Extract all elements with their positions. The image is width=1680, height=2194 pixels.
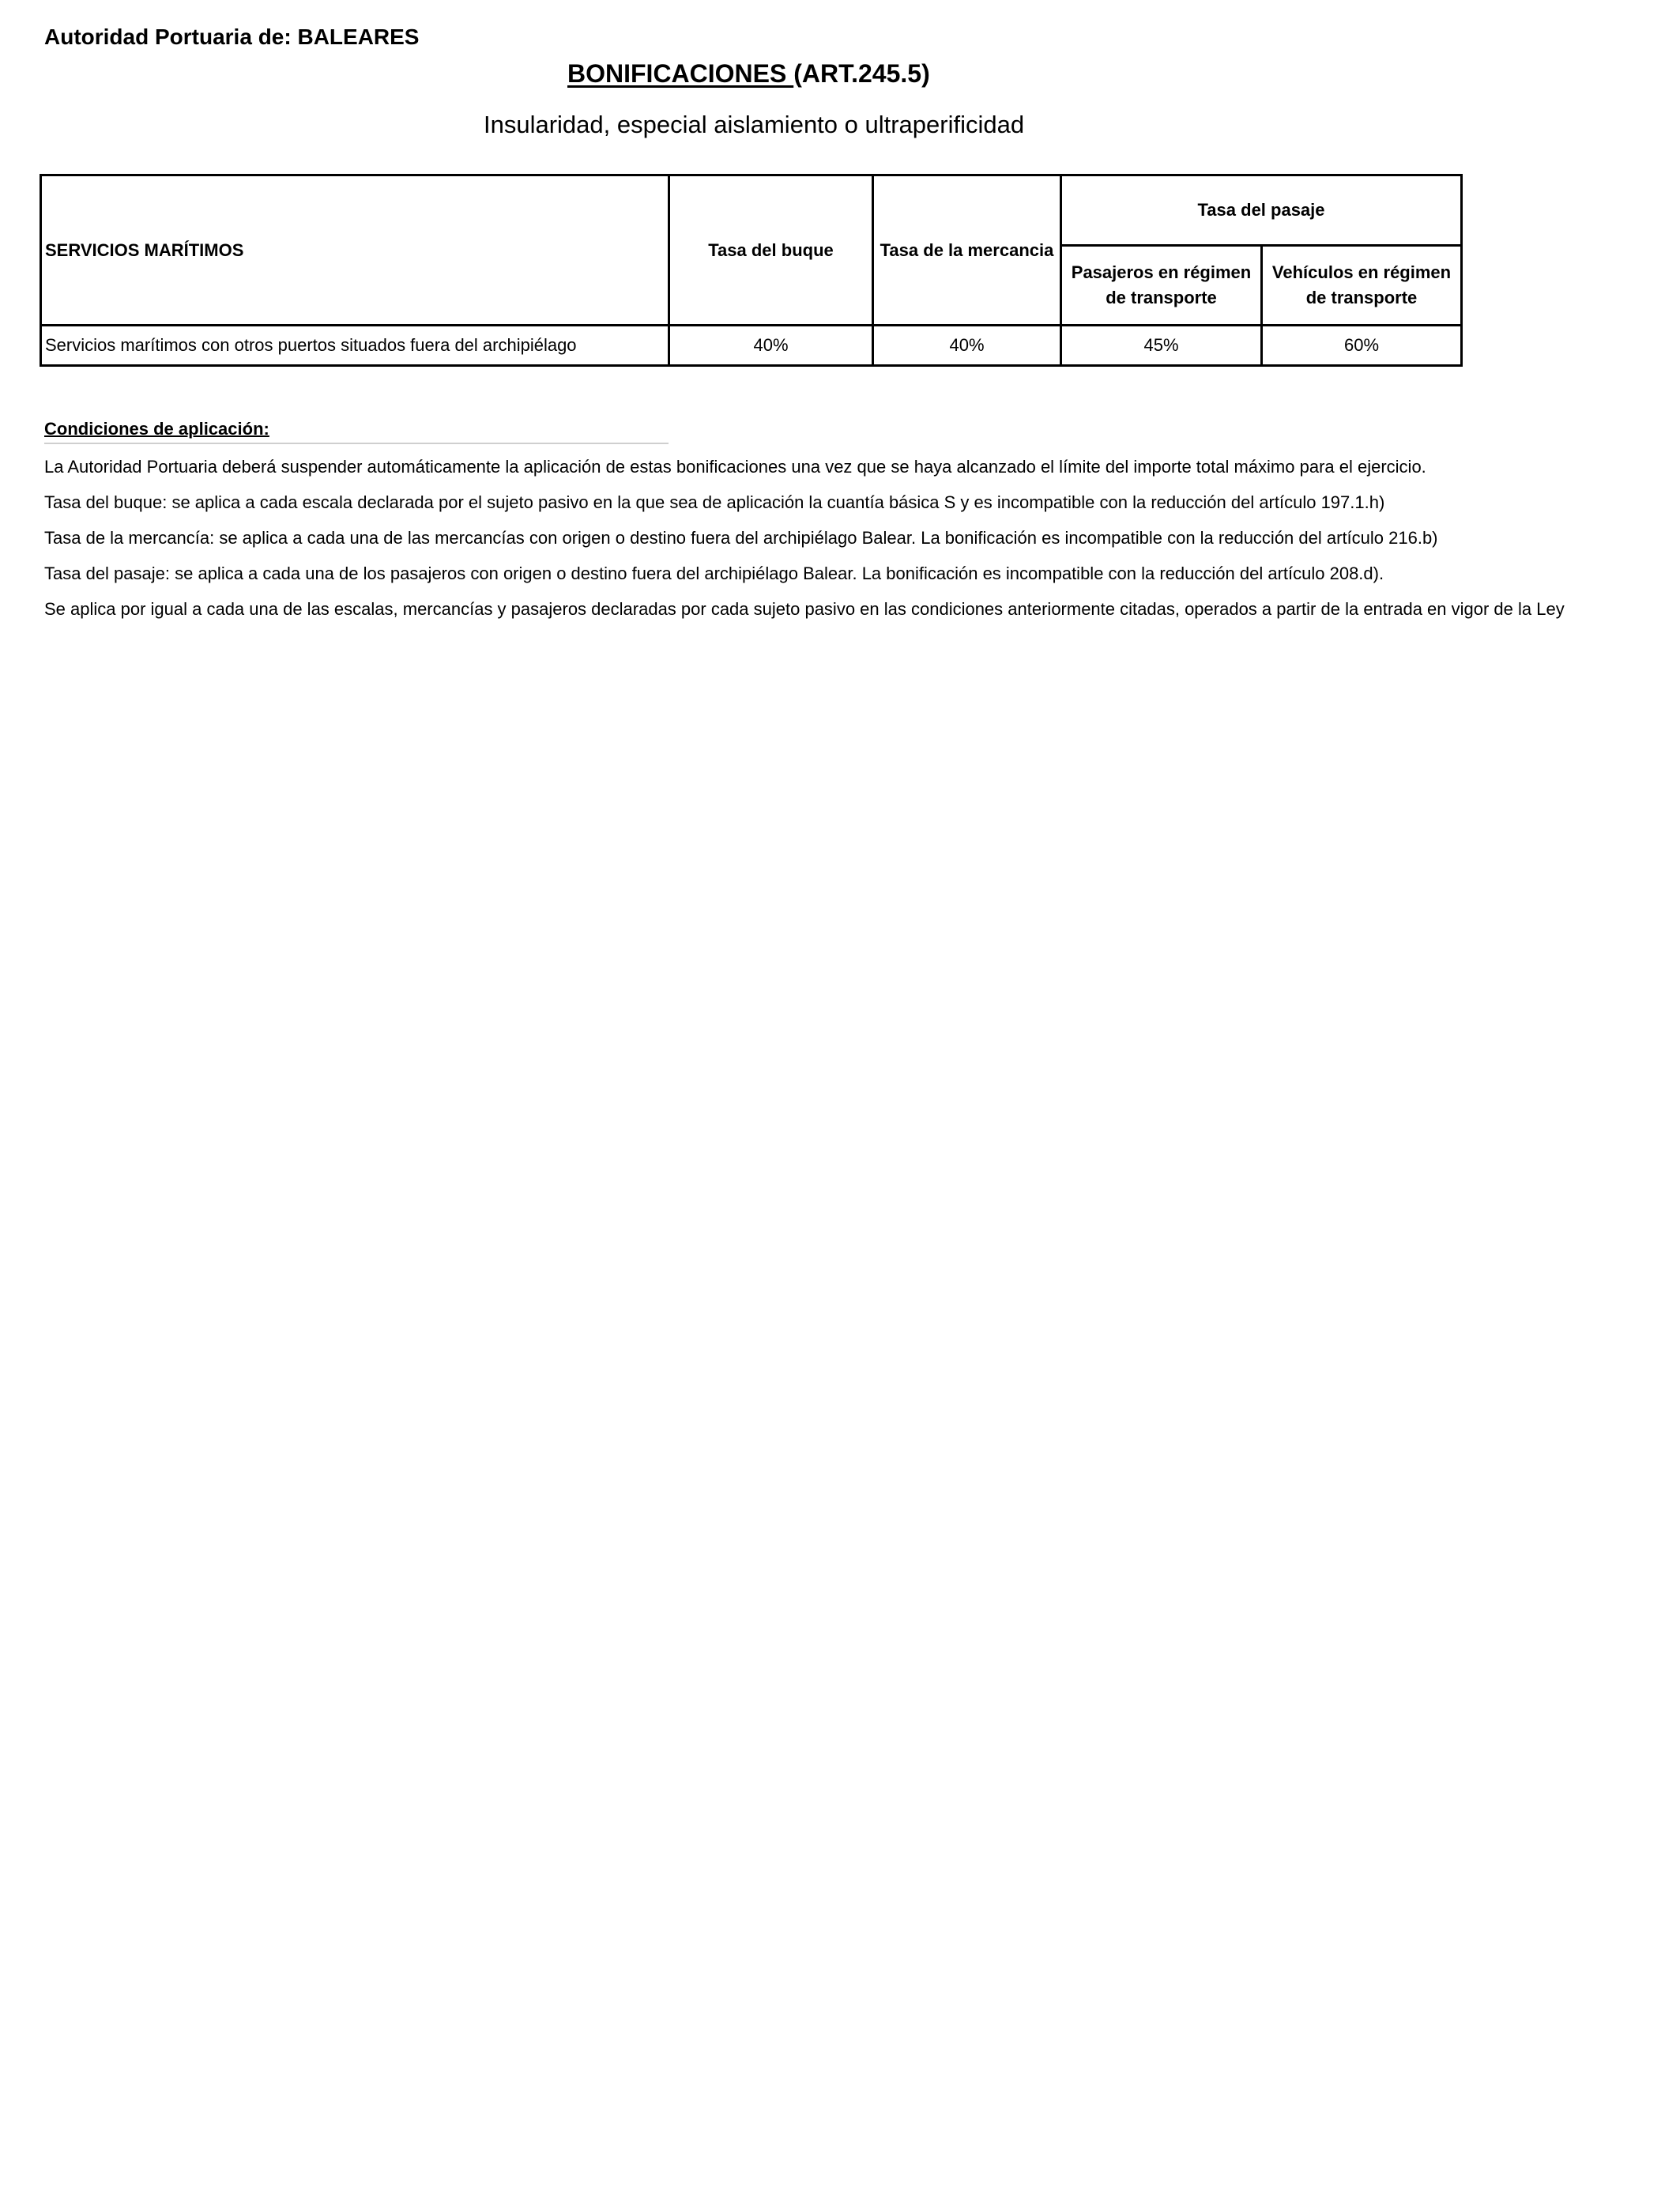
- condition-line: La Autoridad Portuaria deberá suspender automáticamente la aplicación de estas bonificaciones una vez que se haya alcanzado el límite del importe total máximo para el ejercicio.: [44, 457, 1426, 477]
- title-main: BONIFICACIONES: [567, 59, 794, 88]
- header-vehiculos: Vehículos en régimen de transporte: [1262, 246, 1462, 326]
- condition-line: Tasa del pasaje: se aplica a cada una de los pasajeros con origen o destino fuera del archipiélago Balear. La bonificación es incompatible con la reducción del artículo 208.d).: [44, 564, 1384, 583]
- cell-pasajeros: 45%: [1061, 326, 1262, 366]
- table-header-row: [41, 175, 1462, 246]
- condition-line: Tasa del buque: se aplica a cada escala declarada por el sujeto pasivo en la que sea de aplicación la cuantía básica S y es incompatible con la reducción del artículo 197.1.h): [44, 492, 1385, 512]
- cell-tasa-mercancia: 40%: [873, 326, 1061, 366]
- header-pasajeros: Pasajeros en régimen de transporte: [1061, 246, 1262, 326]
- page-subtitle: Insularidad, especial aislamiento o ultraperificidad: [484, 111, 1025, 138]
- cell-tasa-buque: 40%: [669, 326, 873, 366]
- cell-vehiculos: 60%: [1262, 326, 1462, 366]
- page-title: [567, 57, 930, 90]
- condition-line: Tasa de la mercancía: se aplica a cada una de las mercancías con origen o destino fuera del archipiélago Balear. La bonificación es incompatible con la reducción del artículo 216.b): [44, 528, 1438, 548]
- header-tasa-buque: Tasa del buque: [669, 175, 873, 326]
- bonus-table: [40, 174, 1463, 367]
- table-row: [41, 326, 1462, 366]
- title-article: (ART.245.5): [793, 59, 930, 88]
- condition-line: Se aplica por igual a cada una de las escalas, mercancías y pasajeros declaradas por cada sujeto pasivo en las condiciones anteriormente citadas, operados a partir de la entrada en vigor de la Ley: [44, 599, 1565, 619]
- header-tasa-mercancia: Tasa de la mercancia: [873, 175, 1061, 326]
- header-tasa-pasaje: Tasa del pasaje: [1061, 175, 1462, 246]
- port-authority-label: Autoridad Portuaria de: BALEARES: [44, 25, 420, 49]
- conditions-section: [44, 417, 1672, 627]
- header-services: SERVICIOS MARÍTIMOS: [41, 175, 669, 326]
- conditions-heading: Condiciones de aplicación:: [44, 419, 269, 439]
- cell-service: Servicios marítimos con otros puertos situados fuera del archipiélago: [41, 326, 669, 366]
- heading-divider: [44, 443, 669, 444]
